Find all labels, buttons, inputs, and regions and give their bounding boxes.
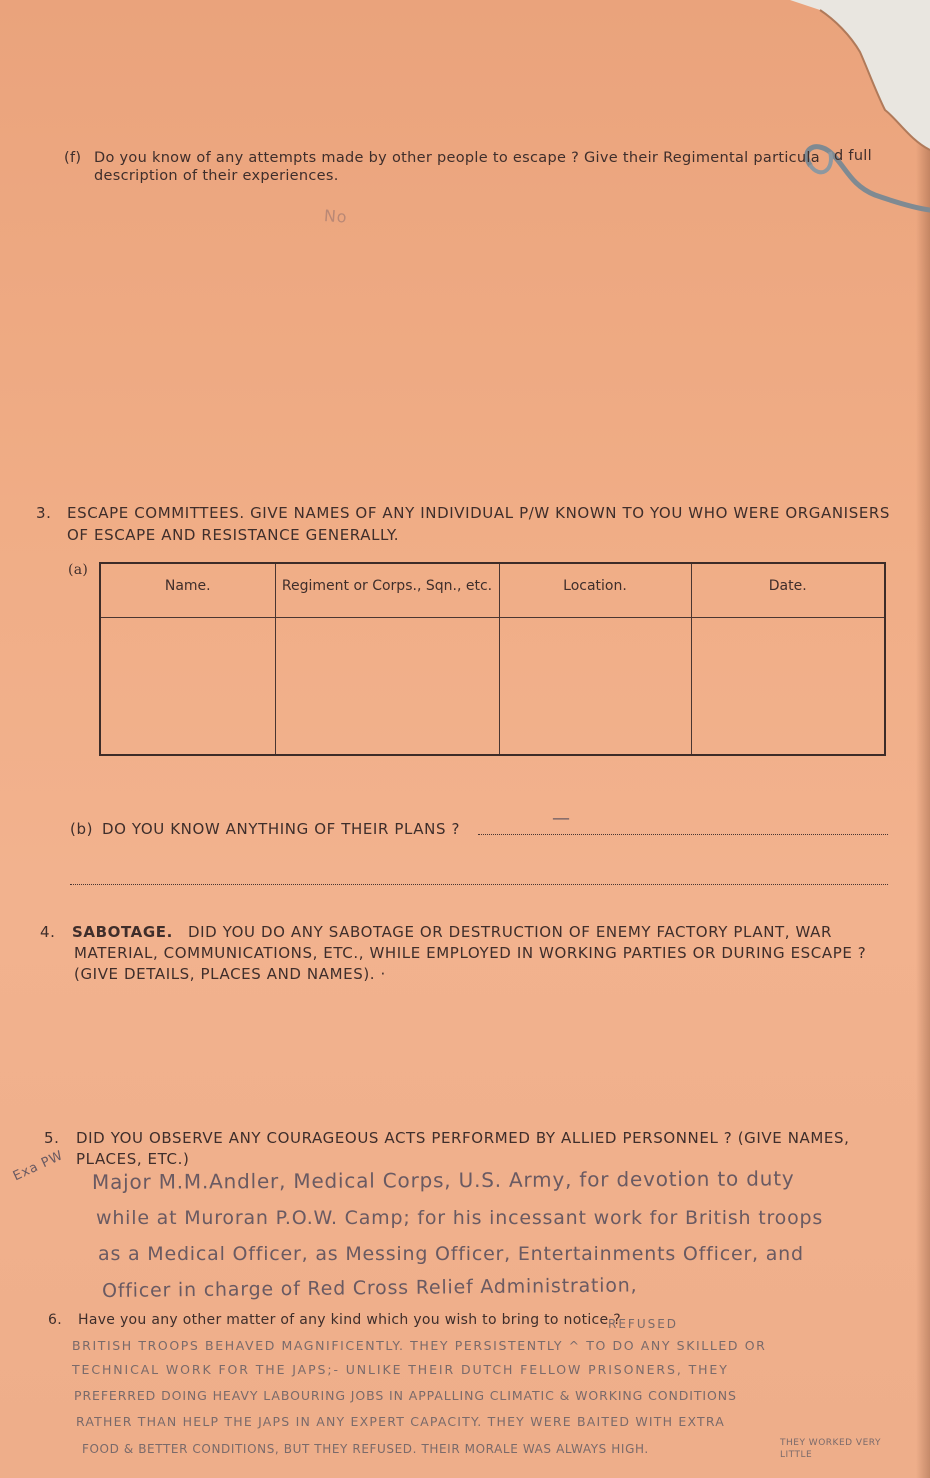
question-6-answer-line5: FOOD & BETTER CONDITIONS, BUT THEY REFUSED. THEIR MORALE WAS ALWAYS HIGH. xyxy=(82,1442,649,1456)
question-4-line3: (GIVE DETAILS, PLACES AND NAMES). · xyxy=(74,965,386,983)
question-5-answer-line1: Major M.M.Andler, Medical Corps, U.S. Army, for devotion to duty xyxy=(91,1166,795,1194)
question-6-answer-insert: REFUSED xyxy=(608,1317,679,1331)
column-header-regiment: Regiment or Corps., Sqn., etc. xyxy=(275,563,499,617)
question-2f-number: (f) xyxy=(64,150,82,166)
question-6-number: 6. xyxy=(48,1312,62,1328)
question-4-heading: SABOTAGE. xyxy=(72,923,173,941)
binding-string xyxy=(790,130,930,220)
answer-line xyxy=(70,884,888,885)
question-5-answer-line2: while at Muroran P.O.W. Camp; for his incessant work for British troops xyxy=(96,1207,824,1229)
question-5-answer-line4: Officer in charge of Red Cross Relief Administration, xyxy=(101,1274,638,1302)
question-3-line2: OF ESCAPE AND RESISTANCE GENERALLY. xyxy=(67,526,400,544)
column-header-name: Name. xyxy=(100,563,275,617)
table-cell-regiment xyxy=(275,617,499,755)
question-3b-label: (b) xyxy=(70,820,94,838)
question-4-line2: MATERIAL, COMMUNICATIONS, ETC., WHILE EMPLOYED IN WORKING PARTIES OR DURING ESCAPE ? xyxy=(74,944,867,962)
question-5-line2: PLACES, ETC.) xyxy=(76,1150,190,1168)
question-6-answer-line2: TECHNICAL WORK FOR THE JAPS;- UNLIKE THEIR DUTCH FELLOW PRISONERS, THEY xyxy=(72,1362,729,1377)
question-6-text: Have you any other matter of any kind which you wish to bring to notice ? xyxy=(78,1312,621,1328)
escape-committee-table xyxy=(99,562,886,756)
question-2f-answer: No xyxy=(323,206,348,227)
table-cell-date xyxy=(691,617,885,755)
question-3-line1: ESCAPE COMMITTEES. GIVE NAMES OF ANY INDIVIDUAL P/W KNOWN TO YOU WHO WERE ORGANISERS xyxy=(67,504,891,522)
question-6-answer-line4: RATHER THAN HELP THE JAPS IN ANY EXPERT CAPACITY. THEY WERE BAITED WITH EXTRA xyxy=(76,1414,726,1429)
question-6-answer-line3: PREFERRED DOING HEAVY LABOURING JOBS IN APPALLING CLIMATIC & WORKING CONDITIONS xyxy=(74,1388,737,1403)
question-2f-line2: description of their experiences. xyxy=(94,168,339,184)
question-3-number: 3. xyxy=(36,504,52,522)
question-3b-answer: — xyxy=(552,808,571,829)
column-header-location: Location. xyxy=(499,563,691,617)
paper-edge-shadow xyxy=(916,0,930,1478)
question-4-line1: DID YOU DO ANY SABOTAGE OR DESTRUCTION OF ENEMY FACTORY PLANT, WAR xyxy=(188,923,833,941)
answer-line xyxy=(478,834,888,835)
question-3a-label: (a) xyxy=(68,562,89,578)
question-5-line1: DID YOU OBSERVE ANY COURAGEOUS ACTS PERFORMED BY ALLIED PERSONNEL ? (GIVE NAMES, xyxy=(76,1129,850,1147)
question-2f-line1-end: d full xyxy=(834,148,872,164)
table-cell-location xyxy=(499,617,691,755)
question-6-answer-line1: BRITISH TROOPS BEHAVED MAGNIFICENTLY. THEY PERSISTENTLY ^ TO DO ANY SKILLED OR xyxy=(72,1338,767,1353)
question-6-answer-tail: THEY WORKED VERY LITTLE xyxy=(780,1438,881,1460)
question-5-margin-note: Exa PW xyxy=(10,1148,66,1185)
question-5-answer-line3: as a Medical Officer, as Messing Officer, Entertainments Officer, and xyxy=(98,1243,804,1265)
question-3b-text: DO YOU KNOW ANYTHING OF THEIR PLANS ? xyxy=(102,820,461,838)
question-2f-line1: Do you know of any attempts made by other people to escape ? Give their Regimental particula xyxy=(94,150,820,166)
table-cell-name xyxy=(100,617,275,755)
question-4-number: 4. xyxy=(40,923,56,941)
table-row xyxy=(100,617,885,755)
question-5-number: 5. xyxy=(44,1129,60,1147)
column-header-date: Date. xyxy=(691,563,885,617)
